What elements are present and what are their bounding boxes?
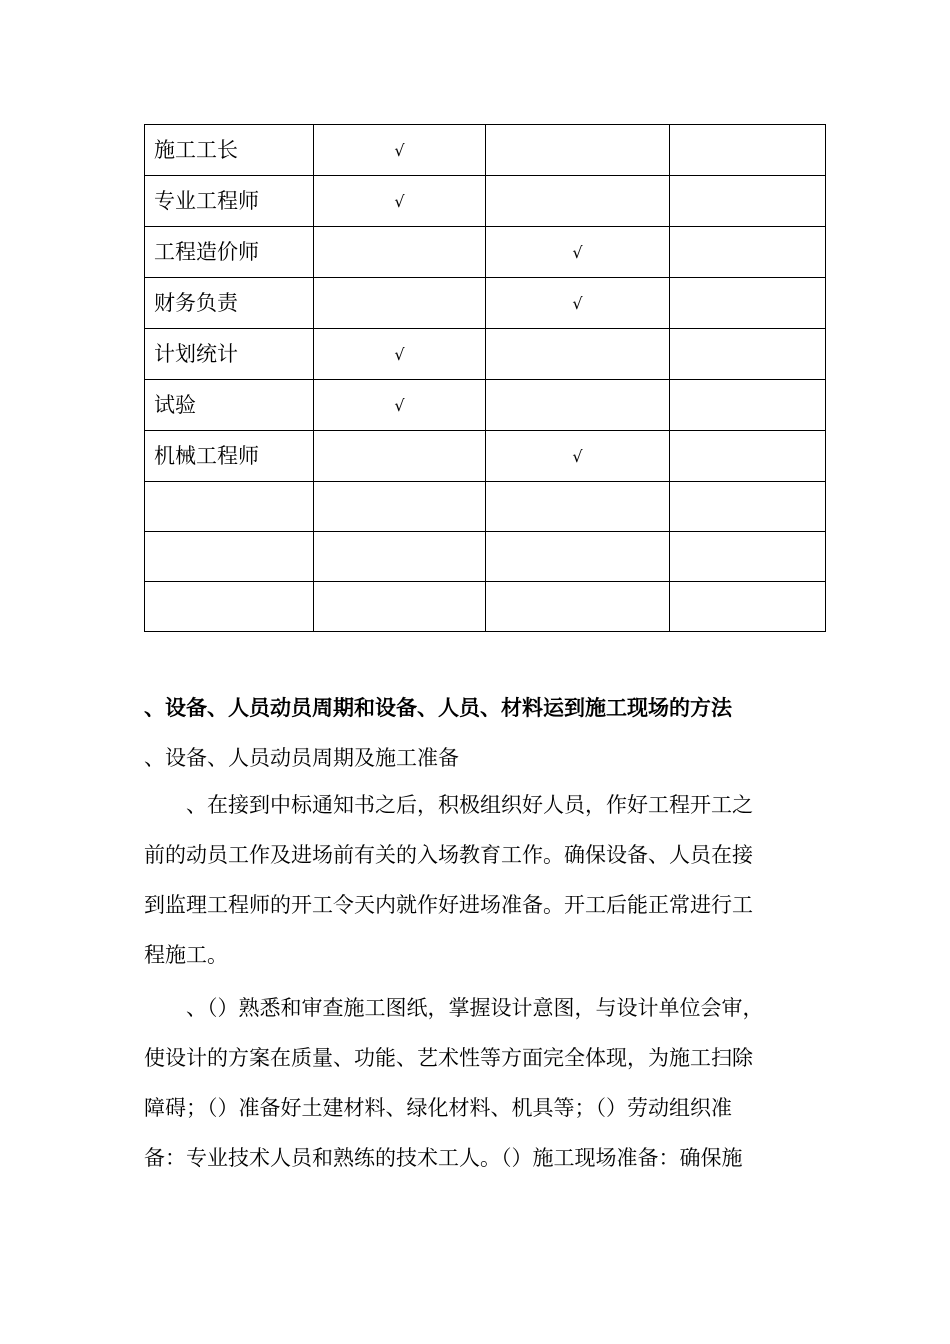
check-cell-col3 (670, 482, 826, 532)
table-row (145, 532, 826, 582)
check-cell-col2 (486, 227, 670, 278)
check-cell-col2 (486, 582, 670, 632)
paragraph-line: 障碍；（）准备好土建材料、绿化材料、机具等；（）劳动组织准 (144, 1096, 732, 1120)
role-name-cell: 机械工程师 (145, 431, 314, 482)
paragraph-line: 使设计的方案在质量、功能、艺术性等方面完全体现，为施工扫除 (144, 1046, 753, 1070)
section-subheading: 、设备、人员动员周期及施工准备 (144, 746, 459, 770)
check-cell-col1 (314, 278, 486, 329)
check-cell-col1 (314, 125, 486, 176)
check-cell-col2 (486, 482, 670, 532)
staff-table (144, 124, 826, 632)
table-row (145, 278, 826, 329)
paragraph-line: 备：专业技术人员和熟练的技术工人。（）施工现场准备：确保施 (144, 1146, 743, 1170)
check-cell-col2 (486, 431, 670, 482)
role-name-cell: 计划统计 (145, 329, 314, 380)
table-row (145, 125, 826, 176)
check-cell-col2 (486, 278, 670, 329)
check-cell-col2 (486, 329, 670, 380)
table-row (145, 431, 826, 482)
table-row (145, 482, 826, 532)
table-row (145, 582, 826, 632)
role-name-cell: 工程造价师 (145, 227, 314, 278)
role-name-cell (145, 532, 314, 582)
check-cell-col2 (486, 176, 670, 227)
role-name-cell (145, 482, 314, 532)
role-name-cell: 专业工程师 (145, 176, 314, 227)
section-heading: 、设备、人员动员周期和设备、人员、材料运到施工现场的方法 (144, 695, 732, 720)
check-cell-col3 (670, 532, 826, 582)
check-cell-col1 (314, 482, 486, 532)
check-cell-col3 (670, 278, 826, 329)
check-cell-col2 (486, 532, 670, 582)
check-mark: √ (394, 192, 405, 211)
paragraph-line: 前的动员工作及进场前有关的入场教育工作。确保设备、人员在接 (144, 843, 753, 867)
check-cell-col2 (486, 380, 670, 431)
check-cell-col1 (314, 431, 486, 482)
check-mark: √ (394, 141, 405, 160)
role-name-cell: 财务负责 (145, 278, 314, 329)
role-name-cell (145, 582, 314, 632)
check-mark: √ (394, 396, 405, 415)
role-name-cell: 施工工长 (145, 125, 314, 176)
paragraph-line: 程施工。 (144, 943, 228, 967)
check-cell-col3 (670, 582, 826, 632)
table-row (145, 176, 826, 227)
check-cell-col3 (670, 125, 826, 176)
check-cell-col3 (670, 329, 826, 380)
check-cell-col1 (314, 329, 486, 380)
check-cell-col3 (670, 380, 826, 431)
check-mark: √ (572, 243, 583, 262)
check-mark: √ (572, 447, 583, 466)
check-mark: √ (394, 345, 405, 364)
check-cell-col1 (314, 380, 486, 431)
check-cell-col2 (486, 125, 670, 176)
role-name-cell: 试验 (145, 380, 314, 431)
check-cell-col1 (314, 176, 486, 227)
check-mark: √ (572, 294, 583, 313)
check-cell-col3 (670, 227, 826, 278)
table-row (145, 227, 826, 278)
check-cell-col3 (670, 431, 826, 482)
table-row (145, 329, 826, 380)
check-cell-col1 (314, 532, 486, 582)
table-row (145, 380, 826, 431)
check-cell-col1 (314, 582, 486, 632)
check-cell-col3 (670, 176, 826, 227)
paragraph-1 (144, 780, 814, 980)
check-cell-col1 (314, 227, 486, 278)
paragraph-line: 到监理工程师的开工令天内就作好进场准备。开工后能正常进行工 (144, 893, 753, 917)
paragraph-line: 、在接到中标通知书之后，积极组织好人员，作好工程开工之 (186, 793, 753, 817)
paragraph-line: 、（）熟悉和审查施工图纸，掌握设计意图，与设计单位会审， (186, 996, 764, 1020)
paragraph-2 (144, 983, 814, 1183)
staff-table-body (145, 125, 826, 632)
